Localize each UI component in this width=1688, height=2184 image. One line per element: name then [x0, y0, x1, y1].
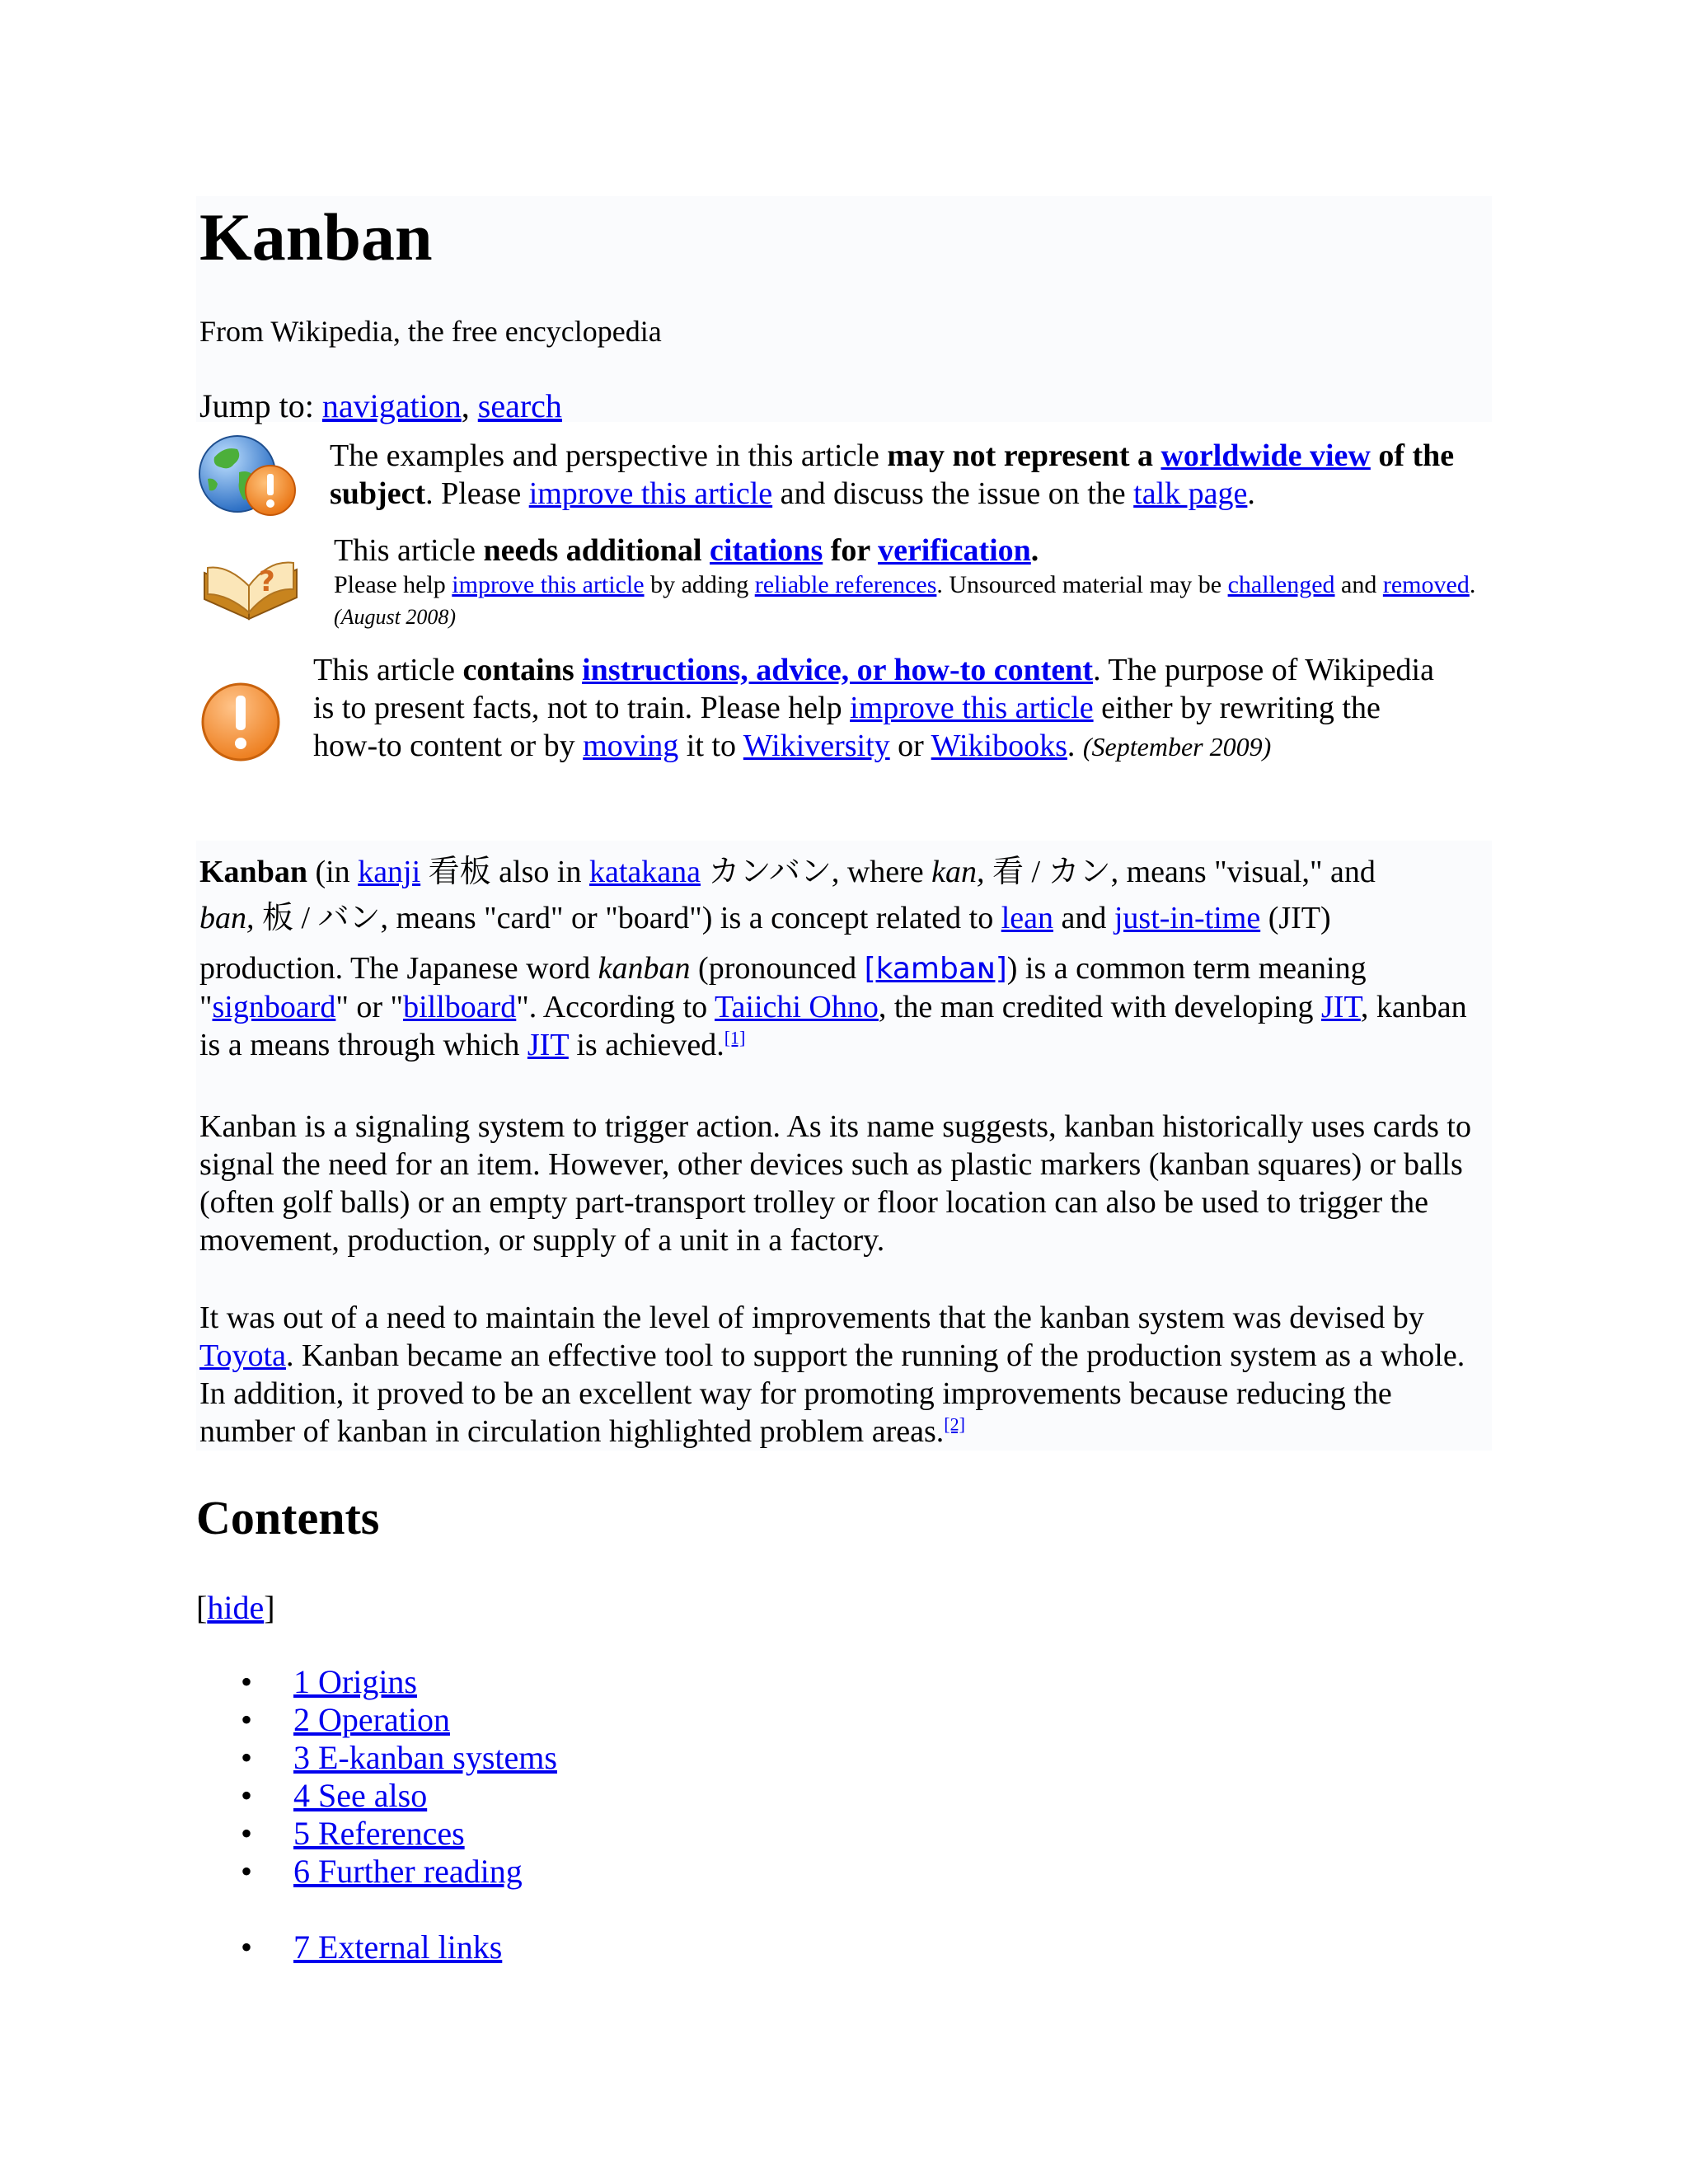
para-text: is achieved. [568, 1028, 724, 1062]
para-text: (in [307, 855, 359, 889]
para-text: It was out of a need to maintain the level of improvements that the kanban system was devised by [199, 1301, 1424, 1335]
bracket: [ [196, 1589, 208, 1626]
notice-text: . The purpose of Wikipedia is to present facts, not to train. Please help [313, 653, 1434, 725]
toc-item [241, 1663, 557, 1701]
para-text: (JIT) [1260, 901, 1331, 935]
para-text: production. The Japanese word [199, 951, 598, 986]
intro-line [199, 849, 1490, 895]
svg-text:?: ? [259, 565, 275, 598]
notice-text: . Unsourced material may be [936, 571, 1228, 598]
notice-bold: for [823, 533, 879, 568]
jump-to-bar [199, 386, 562, 427]
book-question-icon [199, 540, 302, 622]
just-in-time-link[interactable]: just-in-time [1114, 901, 1261, 935]
toc-link-see-also[interactable]: 4 See also [293, 1777, 428, 1814]
taiichi-ohno-link[interactable]: Taiichi Ohno [714, 990, 879, 1024]
citations-notice [334, 532, 1488, 633]
notice-text: Please help [334, 571, 452, 598]
moving-link[interactable]: moving [583, 729, 679, 763]
notice-bold: of the subject [330, 438, 1455, 511]
toc-item [241, 1815, 557, 1853]
howto-notice [313, 651, 1451, 766]
notice-bold: contains [462, 653, 583, 687]
toc-item [241, 1929, 557, 1966]
notice-date: (September 2009) [1082, 732, 1272, 762]
contents-heading: Contents [196, 1491, 380, 1544]
katakana-link[interactable]: katakana [588, 855, 701, 889]
ipa-pronunciation-link[interactable]: [kambaɴ] [864, 952, 1007, 986]
jit-link[interactable]: JIT [1321, 990, 1361, 1024]
wikibooks-link[interactable]: Wikibooks [931, 729, 1067, 763]
notice-text: it to [678, 729, 743, 763]
worldwide-view-link[interactable]: worldwide view [1160, 438, 1371, 473]
toc-link-e-kanban-systems[interactable]: 3 E-kanban systems [293, 1739, 557, 1776]
notice-bold: may not represent a [887, 438, 1161, 473]
reference-2-link[interactable]: [2] [944, 1413, 965, 1435]
notice-text: . Please [425, 476, 529, 511]
para-text: カンバン, where [700, 855, 932, 889]
term-italic: kan, [931, 855, 985, 889]
howto-content-link[interactable]: instructions, advice, or how-to content [582, 653, 1094, 687]
para-text: " or " [335, 990, 404, 1024]
para-text: (pronounced [690, 951, 865, 986]
toc-item [241, 1853, 557, 1891]
notice-text: . [1469, 571, 1476, 598]
term-italic: ban, [199, 901, 255, 935]
worldwide-view-notice [330, 437, 1484, 513]
removed-link[interactable]: removed [1382, 571, 1470, 598]
toc-item [241, 1777, 557, 1815]
intro-line [199, 949, 1490, 1064]
notice-bold: needs additional [483, 533, 710, 568]
search-link[interactable]: search [477, 387, 562, 424]
notice-text: by adding [644, 571, 755, 598]
globe-warning-icon [196, 433, 298, 520]
toc-toggle [196, 1587, 275, 1629]
para-text: 板 / バン, means "card" or "board") is a concept related to [254, 901, 1001, 935]
improve-article-link[interactable]: improve this article [850, 691, 1094, 725]
verification-link[interactable]: verification [878, 533, 1031, 568]
billboard-link[interactable]: billboard [403, 990, 517, 1024]
challenged-link[interactable]: challenged [1227, 571, 1335, 598]
para-text: 看板 also in [420, 855, 589, 889]
para-text: , kanban is a means through which [199, 990, 1467, 1062]
toyota-link[interactable]: Toyota [199, 1338, 286, 1373]
signboard-link[interactable]: signboard [212, 990, 336, 1024]
para-text: , the man credited with developing [878, 990, 1321, 1024]
navigation-link[interactable]: navigation [321, 387, 462, 424]
jump-to-label: Jump to: [199, 387, 322, 424]
notice-text: . [1067, 729, 1083, 763]
reliable-references-link[interactable]: reliable references [754, 571, 937, 598]
notice-text: and [1334, 571, 1383, 598]
lean-link[interactable]: lean [1001, 901, 1053, 935]
intro-paragraph [199, 849, 1490, 1064]
citations-link[interactable]: citations [710, 533, 823, 568]
kanji-link[interactable]: kanji [358, 855, 421, 889]
page-title: Kanban [199, 199, 433, 274]
signaling-paragraph: Kanban is a signaling system to trigger action. As its name suggests, kanban historically uses cards to signal the need for an item. However, other devices such as plastic markers (kanban squares) or balls (often golf balls) or an empty part-transport trolley or floor location can also be used to trigger the movement, production, or supply of a unit in a factory. [199, 1109, 1471, 1258]
citations-detail [334, 569, 1488, 633]
para-text: ) is a common term meaning " [199, 951, 1367, 1024]
notice-bold: . [1030, 533, 1039, 568]
term-bold: Kanban [199, 855, 307, 889]
toc-link-operation[interactable]: 2 Operation [293, 1701, 450, 1738]
notice-date: (August 2008) [334, 605, 457, 629]
notice-text: This article [334, 533, 484, 568]
toc-link-external-links[interactable]: 7 External links [293, 1929, 503, 1966]
page-tagline: From Wikipedia, the free encyclopedia [199, 315, 662, 348]
term-italic: kanban [598, 951, 691, 986]
notice-text: The examples and perspective in this article [330, 438, 888, 473]
notice-text: or [889, 729, 931, 763]
para-text: 看 / カン, means "visual," and [984, 855, 1376, 889]
notice-text: This article [313, 653, 463, 687]
para-text: and [1053, 901, 1114, 935]
intro-line [199, 895, 1490, 941]
warning-exclamation-icon [199, 681, 282, 763]
jit-link[interactable]: JIT [527, 1028, 569, 1062]
jump-separator: , [461, 387, 478, 424]
notice-text: either by rewriting the how-to content or by [313, 691, 1381, 763]
reference-1-link[interactable]: [1] [724, 1027, 746, 1048]
toyota-paragraph [199, 1299, 1490, 1451]
notice-text: and discuss the issue on the [772, 476, 1134, 511]
talk-page-link[interactable]: talk page [1133, 476, 1248, 511]
citations-headline [334, 532, 1488, 569]
hide-toc-link[interactable]: hide [207, 1589, 265, 1626]
improve-article-link[interactable]: improve this article [452, 571, 645, 598]
toc-link-further-reading[interactable]: 6 Further reading [293, 1853, 523, 1890]
notice-text: . [1247, 476, 1255, 511]
improve-article-link[interactable]: improve this article [528, 476, 773, 511]
toc-item [241, 1701, 557, 1739]
table-of-contents [241, 1663, 557, 1966]
toc-item [241, 1739, 557, 1777]
wikiversity-link[interactable]: Wikiversity [743, 729, 890, 763]
para-text: . Kanban became an effective tool to support the running of the production system as a whole. In addition, it proved to be an excellent way for promoting improvements because reducing the number of kanban in circulation highlighted problem areas. [199, 1338, 1465, 1449]
para-text: ". According to [516, 990, 715, 1024]
toc-link-origins[interactable]: 1 Origins [293, 1663, 417, 1700]
bracket: ] [264, 1589, 275, 1626]
toc-link-references[interactable]: 5 References [293, 1815, 465, 1852]
